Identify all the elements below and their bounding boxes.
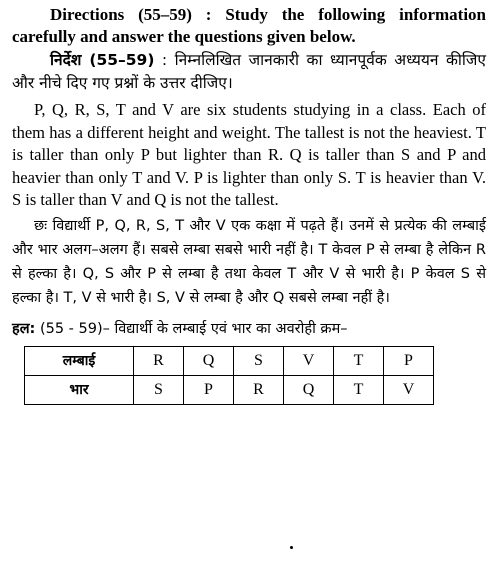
passage-english: P, Q, R, S, T and V are six students studying in a class. Each of them has a different height and weight. The tallest is not the heaviest. T is taller than only P but lighter than R. Q is taller than S and P and heavier than only T and V. P is lighter than only S. T is heavier than V. S is taller than V and Q is not the tallest.: [12, 100, 486, 209]
table-cell: Q: [184, 346, 234, 375]
table-cell: Q: [284, 375, 334, 404]
table-cell: S: [134, 375, 184, 404]
table-cell: P: [184, 375, 234, 404]
table-cell: T: [334, 375, 384, 404]
table-row-height: [25, 346, 434, 375]
row-header-weight: भार: [25, 375, 134, 404]
directions-hindi-heading: निर्देश (55–59): [50, 51, 155, 69]
table-cell: V: [384, 375, 434, 404]
solution-heading: [12, 318, 486, 340]
table-cell: R: [134, 346, 184, 375]
question-page: [12, 4, 486, 405]
directions-hindi: [12, 49, 486, 95]
table-cell: V: [284, 346, 334, 375]
directions-hindi-body: : निम्नलिखित जानकारी का ध्यानपूर्वक अध्ययन कीजिए और नीचे दिए गए प्रश्नों के उत्तर दीजिए।: [12, 51, 486, 92]
directions-english: Directions (55–59) : Study the following information carefully and answer the questions given below.: [12, 5, 486, 46]
table-cell: R: [234, 375, 284, 404]
table-cell: S: [234, 346, 284, 375]
stray-dot: [290, 546, 293, 549]
row-header-height: लम्बाई: [25, 346, 134, 375]
passage-hindi: छः विद्यार्थी P, Q, R, S, T और V एक कक्षा में पढ़ते हैं। उनमें से प्रत्येक की लम्बाई और भार अलग–अलग हैं। सबसे लम्बा सबसे भारी नहीं है। T केवल P से लम्बा है लेकिन R से हल्का है। Q, S और P से लम्बा है तथा केवल T और V से भारी है। P केवल S से हल्का है। T, V से भारी है। S, V से लम्बा है और Q सबसे लम्बा नहीं है।: [12, 217, 486, 306]
solution-label: हल:: [12, 320, 36, 337]
solution-text: (55 - 59)– विद्यार्थी के लम्बाई एवं भार का अवरोही क्रम–: [35, 320, 348, 337]
table-cell: T: [334, 346, 384, 375]
order-table: [24, 346, 434, 405]
table-cell: P: [384, 346, 434, 375]
table-row-weight: [25, 375, 434, 404]
